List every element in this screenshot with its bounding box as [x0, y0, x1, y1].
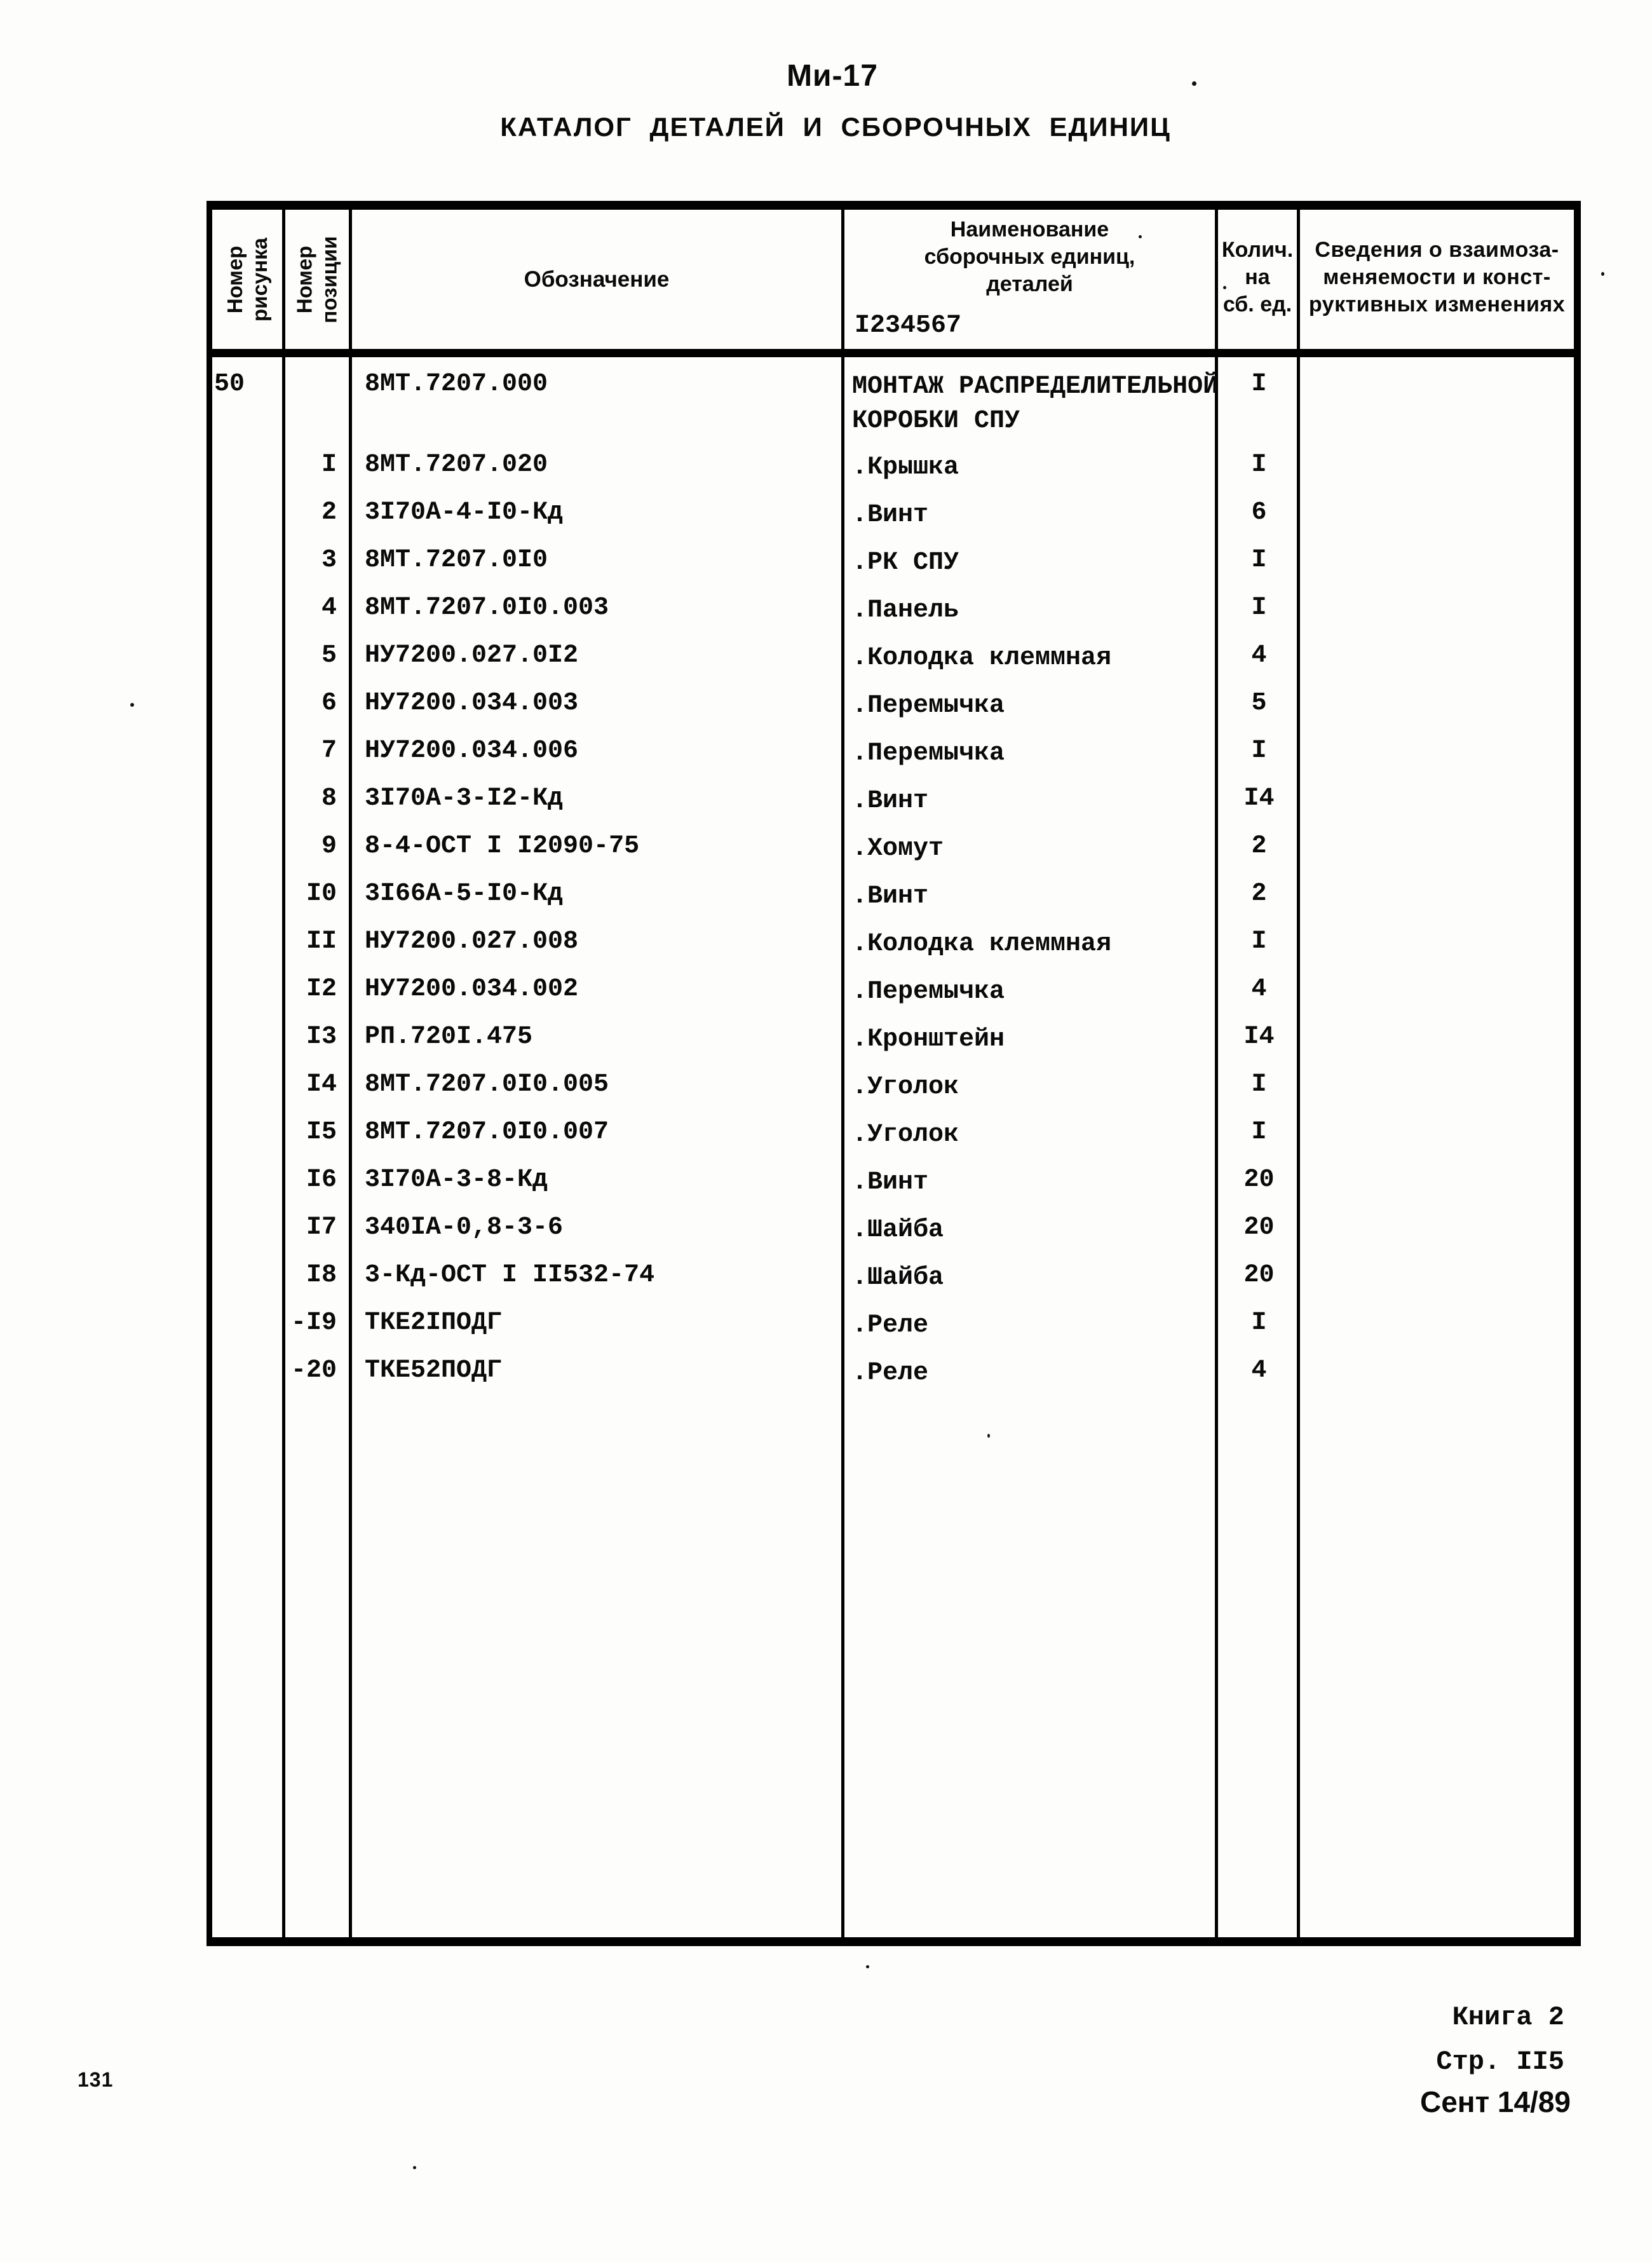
- cell-notes: [1300, 1023, 1574, 1057]
- cell-position-number: I7: [306, 1213, 337, 1242]
- cell-name: [844, 1023, 1218, 1057]
- cell-notes: [1300, 594, 1574, 628]
- cell-position-number: 5: [321, 641, 337, 670]
- cell-designation: 8МТ.7207.0I0.007: [365, 1118, 609, 1147]
- cell-name-line: .Реле: [852, 1359, 929, 1387]
- cell-notes: [1300, 1070, 1574, 1105]
- cell-name: [844, 546, 1218, 580]
- cell-designation: 8МТ.7207.0I0.003: [365, 594, 609, 622]
- cell-figure-number: [212, 1213, 285, 1248]
- cell-name-line: .РК СПУ: [852, 548, 959, 577]
- cell-name-line: .Винт: [852, 501, 929, 529]
- cell-name: [844, 689, 1218, 723]
- table-row: [212, 975, 1574, 1009]
- cell-name-line: .Кронштейн: [852, 1025, 1005, 1054]
- table-row: [212, 784, 1574, 819]
- cell-name: [844, 784, 1218, 819]
- table-row: [212, 1118, 1574, 1152]
- cell-designation: НУ7200.034.006: [365, 737, 579, 765]
- cell-position-number: I0: [306, 880, 337, 908]
- cell-name-line: МОНТАЖ РАСПРЕДЕЛИТЕЛЬНОЙ: [852, 372, 1219, 401]
- cell-name: [844, 832, 1218, 866]
- cell-position-number: 4: [321, 594, 337, 622]
- cell-notes: [1300, 784, 1574, 819]
- cell-quantity: 4: [1251, 1356, 1267, 1385]
- cell-figure-number: [212, 1261, 285, 1295]
- cell-quantity: 20: [1243, 1166, 1275, 1194]
- cell-notes: [1300, 641, 1574, 676]
- cell-designation: 3I70А-3-I2-Кд: [365, 784, 564, 813]
- cell-position-number: 2: [321, 498, 337, 527]
- cell-figure-number: [212, 1023, 285, 1057]
- cell-quantity: I: [1251, 370, 1267, 399]
- cell-name: [844, 1213, 1218, 1248]
- parts-table: [207, 201, 1581, 1946]
- scan-speck: [1223, 286, 1226, 289]
- cell-figure-number: [212, 927, 285, 962]
- cell-figure-number: [212, 1166, 285, 1200]
- cell-name-line: .Винт: [852, 787, 929, 815]
- cell-position-number: 8: [321, 784, 337, 813]
- cell-position-number: II: [306, 927, 337, 956]
- cell-designation: 8-4-ОСТ I I2090-75: [365, 832, 640, 861]
- cell-name-line: .Реле: [852, 1311, 929, 1340]
- footer-page: Стр. II5: [1436, 2047, 1564, 2077]
- cell-notes: [1300, 1213, 1574, 1248]
- header-position-number: [285, 210, 349, 349]
- cell-quantity: I: [1251, 1070, 1267, 1099]
- cell-designation: 3I70А-4-I0-Кд: [365, 498, 564, 527]
- table-row: [212, 1309, 1574, 1343]
- cell-quantity: 5: [1251, 689, 1267, 718]
- cell-name-line: .Панель: [852, 596, 959, 625]
- cell-designation: ТКЕ2IПОДГ: [365, 1309, 503, 1337]
- table-row: [212, 1213, 1574, 1248]
- cell-quantity: I: [1251, 546, 1267, 575]
- cell-name: [844, 1261, 1218, 1295]
- scan-speck: [1192, 81, 1196, 86]
- doc-subtitle: КАТАЛОГ ДЕТАЛЕЙ И СБОРОЧНЫХ ЕДИНИЦ: [500, 112, 1171, 142]
- cell-quantity: I: [1251, 594, 1267, 622]
- cell-position-number: I6: [306, 1166, 337, 1194]
- cell-name: [844, 370, 1218, 439]
- header-figure-number: [212, 210, 282, 349]
- cell-position-number: 7: [321, 737, 337, 765]
- cell-name-line: .Винт: [852, 882, 929, 911]
- scan-speck: [987, 1434, 990, 1438]
- cell-notes: [1300, 1118, 1574, 1152]
- cell-position-number: I: [321, 451, 337, 479]
- cell-notes: [1300, 370, 1574, 439]
- cell-figure-number: [212, 451, 285, 485]
- table-row: [212, 1356, 1574, 1391]
- cell-position-number: 6: [321, 689, 337, 718]
- cell-name-line: .Колодка клеммная: [852, 644, 1112, 672]
- cell-quantity: 20: [1243, 1213, 1275, 1242]
- table-row: [212, 370, 1574, 439]
- cell-notes: [1300, 832, 1574, 866]
- cell-quantity: I4: [1243, 1023, 1275, 1051]
- scan-speck: [1601, 272, 1604, 276]
- cell-name: [844, 1166, 1218, 1200]
- cell-position-number: I5: [306, 1118, 337, 1147]
- cell-position-number: I8: [306, 1261, 337, 1290]
- header-divider: [207, 349, 1581, 357]
- cell-quantity: I: [1251, 1118, 1267, 1147]
- cell-name-line: .Перемычка: [852, 692, 1005, 720]
- cell-name: [844, 737, 1218, 771]
- cell-notes: [1300, 975, 1574, 1009]
- table-row: [212, 641, 1574, 676]
- scan-speck: [866, 1965, 869, 1968]
- cell-name-line: КОРОБКИ СПУ: [852, 407, 1020, 435]
- cell-position-number: I4: [306, 1070, 337, 1099]
- cell-designation: ТКЕ52ПОДГ: [365, 1356, 503, 1385]
- column-ruler: I234567: [855, 311, 962, 340]
- cell-name-line: .Перемычка: [852, 739, 1005, 768]
- table-row: [212, 1023, 1574, 1057]
- cell-figure-number: [212, 832, 285, 866]
- cell-figure-number: [212, 689, 285, 723]
- cell-designation: НУ7200.027.008: [365, 927, 579, 956]
- cell-figure-number: [212, 880, 285, 914]
- cell-designation: 340IА-0,8-3-6: [365, 1213, 564, 1242]
- cell-figure-number: [212, 1356, 285, 1391]
- cell-figure-number: [212, 1070, 285, 1105]
- cell-name: [844, 641, 1218, 676]
- cell-position-number: -I9: [290, 1309, 337, 1337]
- cell-quantity: I: [1251, 1309, 1267, 1337]
- cell-notes: [1300, 1261, 1574, 1295]
- cell-name-line: .Перемычка: [852, 978, 1005, 1006]
- cell-quantity: I4: [1243, 784, 1275, 813]
- cell-name: [844, 1356, 1218, 1391]
- cell-designation: НУ7200.027.0I2: [365, 641, 579, 670]
- cell-position-number: 3: [321, 546, 337, 575]
- header-name: Наименование сборочных единиц, деталей I234567: [855, 217, 1135, 340]
- table-row: [212, 498, 1574, 533]
- cell-position-number: -20: [290, 1356, 337, 1385]
- cell-position-number: I3: [306, 1023, 337, 1051]
- scan-speck: [413, 2166, 416, 2169]
- cell-name-line: .Хомут: [852, 835, 944, 863]
- cell-quantity: I: [1251, 737, 1267, 765]
- cell-name: [844, 975, 1218, 1009]
- header-position-number-label: Номер позиции: [293, 235, 341, 324]
- table-row: [212, 594, 1574, 628]
- table-row: [212, 927, 1574, 962]
- cell-name-line: .Шайба: [852, 1264, 944, 1292]
- header-figure-number-label: Номер рисунка: [223, 237, 272, 322]
- table-row: [212, 689, 1574, 723]
- table-row: [212, 1070, 1574, 1105]
- cell-figure-number: 50: [214, 370, 245, 399]
- doc-title: Ми-17: [787, 59, 878, 93]
- header-designation: Обозначение: [524, 266, 670, 292]
- cell-quantity: 6: [1251, 498, 1267, 527]
- cell-name: [844, 1070, 1218, 1105]
- cell-figure-number: [212, 594, 285, 628]
- cell-name-line: .Уголок: [852, 1121, 959, 1149]
- scan-speck: [130, 703, 134, 707]
- cell-name: [844, 927, 1218, 962]
- footer-date: Сент 14/89: [1419, 2085, 1571, 2118]
- cell-quantity: I: [1251, 927, 1267, 956]
- table-row: [212, 832, 1574, 866]
- cell-name-line: .Винт: [852, 1168, 929, 1197]
- cell-notes: [1300, 498, 1574, 533]
- cell-designation: НУ7200.034.002: [365, 975, 579, 1004]
- cell-notes: [1300, 1356, 1574, 1391]
- cell-figure-number: [212, 737, 285, 771]
- cell-notes: [1300, 451, 1574, 485]
- cell-notes: [1300, 927, 1574, 962]
- cell-notes: [1300, 737, 1574, 771]
- header-notes: Сведения о взаимоза- меняемости и конст- руктивных изменениях: [1308, 238, 1566, 317]
- cell-quantity: 2: [1251, 832, 1267, 861]
- cell-position-number: 9: [321, 832, 337, 861]
- table-row: [212, 546, 1574, 580]
- cell-designation: 8МТ.7207.000: [365, 370, 548, 399]
- cell-name: [844, 1309, 1218, 1343]
- cell-name-line: .Шайба: [852, 1216, 944, 1244]
- cell-figure-number: [212, 498, 285, 533]
- cell-figure-number: [212, 784, 285, 819]
- cell-figure-number: [212, 975, 285, 1009]
- cell-position-number: [285, 370, 352, 439]
- table-row: [212, 1261, 1574, 1295]
- table-row: [212, 1166, 1574, 1200]
- page-number: 131: [78, 2068, 114, 2091]
- cell-designation: 3I70А-3-8-Кд: [365, 1166, 548, 1194]
- cell-figure-number: [212, 546, 285, 580]
- cell-name: [844, 498, 1218, 533]
- cell-designation: РП.720I.475: [365, 1023, 533, 1051]
- footer-book: Книга 2: [1452, 2002, 1564, 2033]
- cell-name: [844, 1118, 1218, 1152]
- cell-name-line: .Крышка: [852, 453, 959, 482]
- cell-quantity: 4: [1251, 975, 1267, 1004]
- cell-name: [844, 880, 1218, 914]
- cell-position-number: I2: [306, 975, 337, 1004]
- cell-figure-number: [212, 1118, 285, 1152]
- cell-quantity: 2: [1251, 880, 1267, 908]
- cell-figure-number: [212, 641, 285, 676]
- cell-notes: [1300, 1309, 1574, 1343]
- cell-quantity: 20: [1243, 1261, 1275, 1290]
- header-quantity: Колич. на сб. ед.: [1221, 238, 1294, 317]
- table-row: [212, 737, 1574, 771]
- scan-speck: [1139, 235, 1142, 238]
- cell-figure-number: [212, 1309, 285, 1343]
- cell-designation: 3I66А-5-I0-Кд: [365, 880, 564, 908]
- cell-quantity: I: [1251, 451, 1267, 479]
- cell-quantity: 4: [1251, 641, 1267, 670]
- cell-notes: [1300, 546, 1574, 580]
- cell-name: [844, 594, 1218, 628]
- cell-designation: 8МТ.7207.020: [365, 451, 548, 479]
- table-row: [212, 451, 1574, 485]
- cell-name-line: .Колодка клеммная: [852, 930, 1112, 958]
- cell-designation: 8МТ.7207.0I0.005: [365, 1070, 609, 1099]
- cell-name: [844, 451, 1218, 485]
- cell-notes: [1300, 689, 1574, 723]
- table-row: [212, 880, 1574, 914]
- cell-designation: НУ7200.034.003: [365, 689, 579, 718]
- cell-notes: [1300, 1166, 1574, 1200]
- cell-name-line: .Уголок: [852, 1073, 959, 1101]
- cell-designation: 8МТ.7207.0I0: [365, 546, 548, 575]
- cell-notes: [1300, 880, 1574, 914]
- cell-designation: 3-Кд-ОСТ I II532-74: [365, 1261, 655, 1290]
